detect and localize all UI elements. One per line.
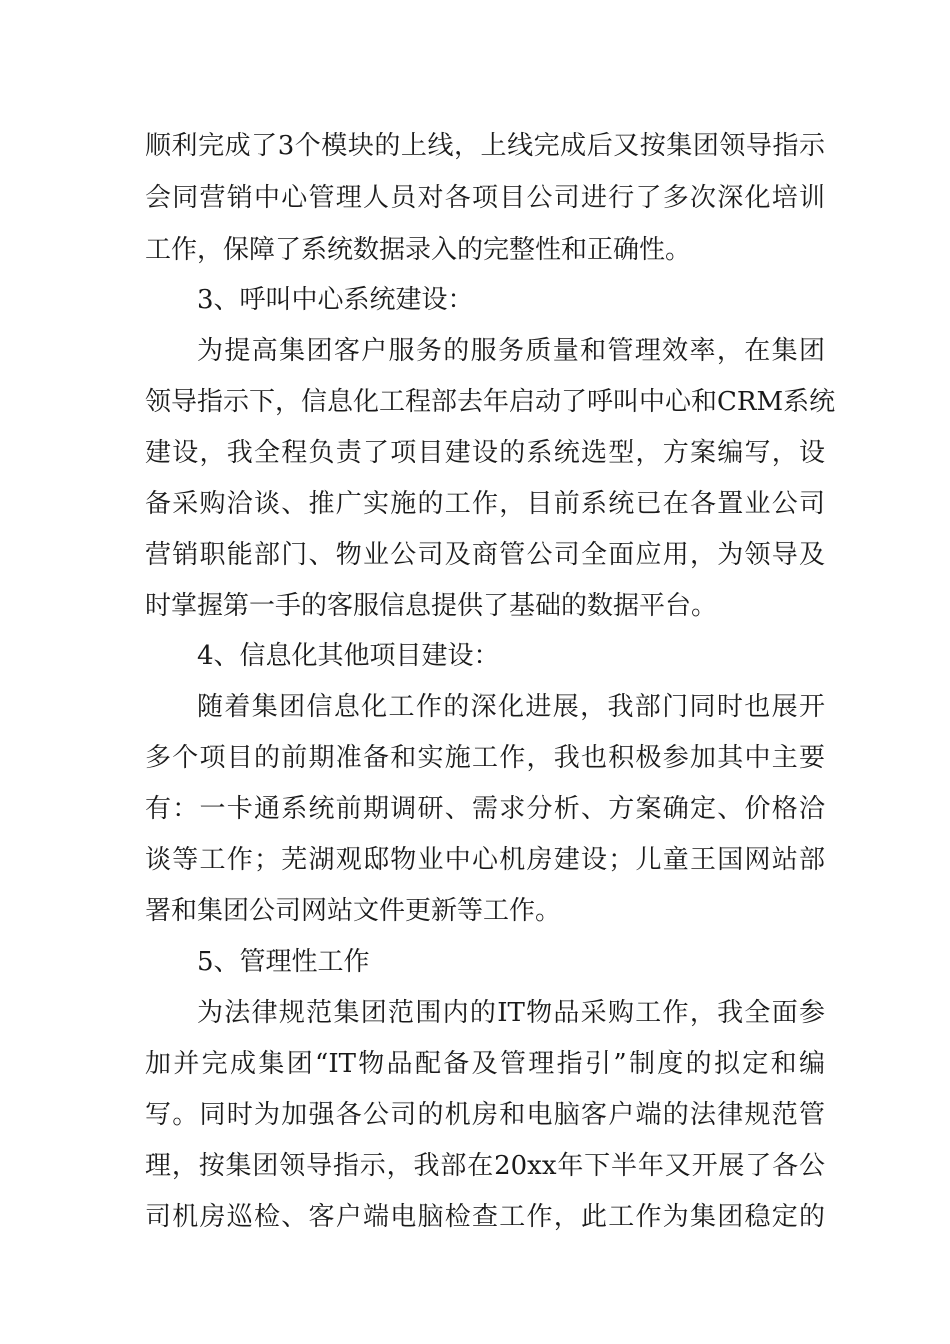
text-line-20: 写。同时为加强各公司的机房和电脑客户端的法律规范管 bbox=[145, 1100, 825, 1130]
text-line-5: 为提高集团客户服务的服务质量和管理效率，在集团 bbox=[197, 336, 825, 366]
text-line-1: 顺利完成了3个模块的上线，上线完成后又按集团领导指示 bbox=[145, 131, 825, 161]
text-line-10: 时掌握第一手的客服信息提供了基础的数据平台。 bbox=[145, 591, 718, 621]
text-line-18: 为法律规范集团范围内的IT物品采购工作，我全面参 bbox=[197, 998, 825, 1028]
text-line-21: 理，按集团领导指示，我部在20xx年下半年又开展了各公 bbox=[145, 1151, 825, 1181]
text-line-12: 随着集团信息化工作的深化进展，我部门同时也展开 bbox=[197, 692, 825, 722]
section-heading-4: 4、信息化其他项目建设： bbox=[197, 641, 500, 671]
text-line-3: 工作，保障了系统数据录入的完整性和正确性。 bbox=[145, 235, 692, 265]
text-line-7: 建设，我全程负责了项目建设的系统选型，方案编写，设 bbox=[145, 438, 825, 468]
text-line-15: 谈等工作；芜湖观邸物业中心机房建设；儿童王国网站部 bbox=[145, 845, 825, 875]
text-line-19: 加并完成集团“IT物品配备及管理指引”制度的拟定和编 bbox=[145, 1049, 825, 1079]
text-line-9: 营销职能部门、物业公司及商管公司全面应用，为领导及 bbox=[145, 540, 825, 570]
text-line-13: 多个项目的前期准备和实施工作，我也积极参加其中主要 bbox=[145, 743, 825, 773]
text-line-6: 领导指示下，信息化工程部去年启动了呼叫中心和CRM系统 bbox=[145, 387, 836, 417]
text-line-22: 司机房巡检、客户端电脑检查工作，此工作为集团稳定的 bbox=[145, 1202, 825, 1232]
text-line-8: 备采购洽谈、推广实施的工作，目前系统已在各置业公司 bbox=[145, 489, 825, 519]
text-line-2: 会同营销中心管理人员对各项目公司进行了多次深化培训 bbox=[145, 183, 825, 213]
text-line-14: 有：一卡通系统前期调研、需求分析、方案确定、价格洽 bbox=[145, 794, 825, 824]
section-heading-5: 5、管理性工作 bbox=[197, 947, 370, 977]
text-line-16: 署和集团公司网站文件更新等工作。 bbox=[145, 896, 562, 926]
section-heading-3: 3、呼叫中心系统建设： bbox=[197, 285, 474, 315]
